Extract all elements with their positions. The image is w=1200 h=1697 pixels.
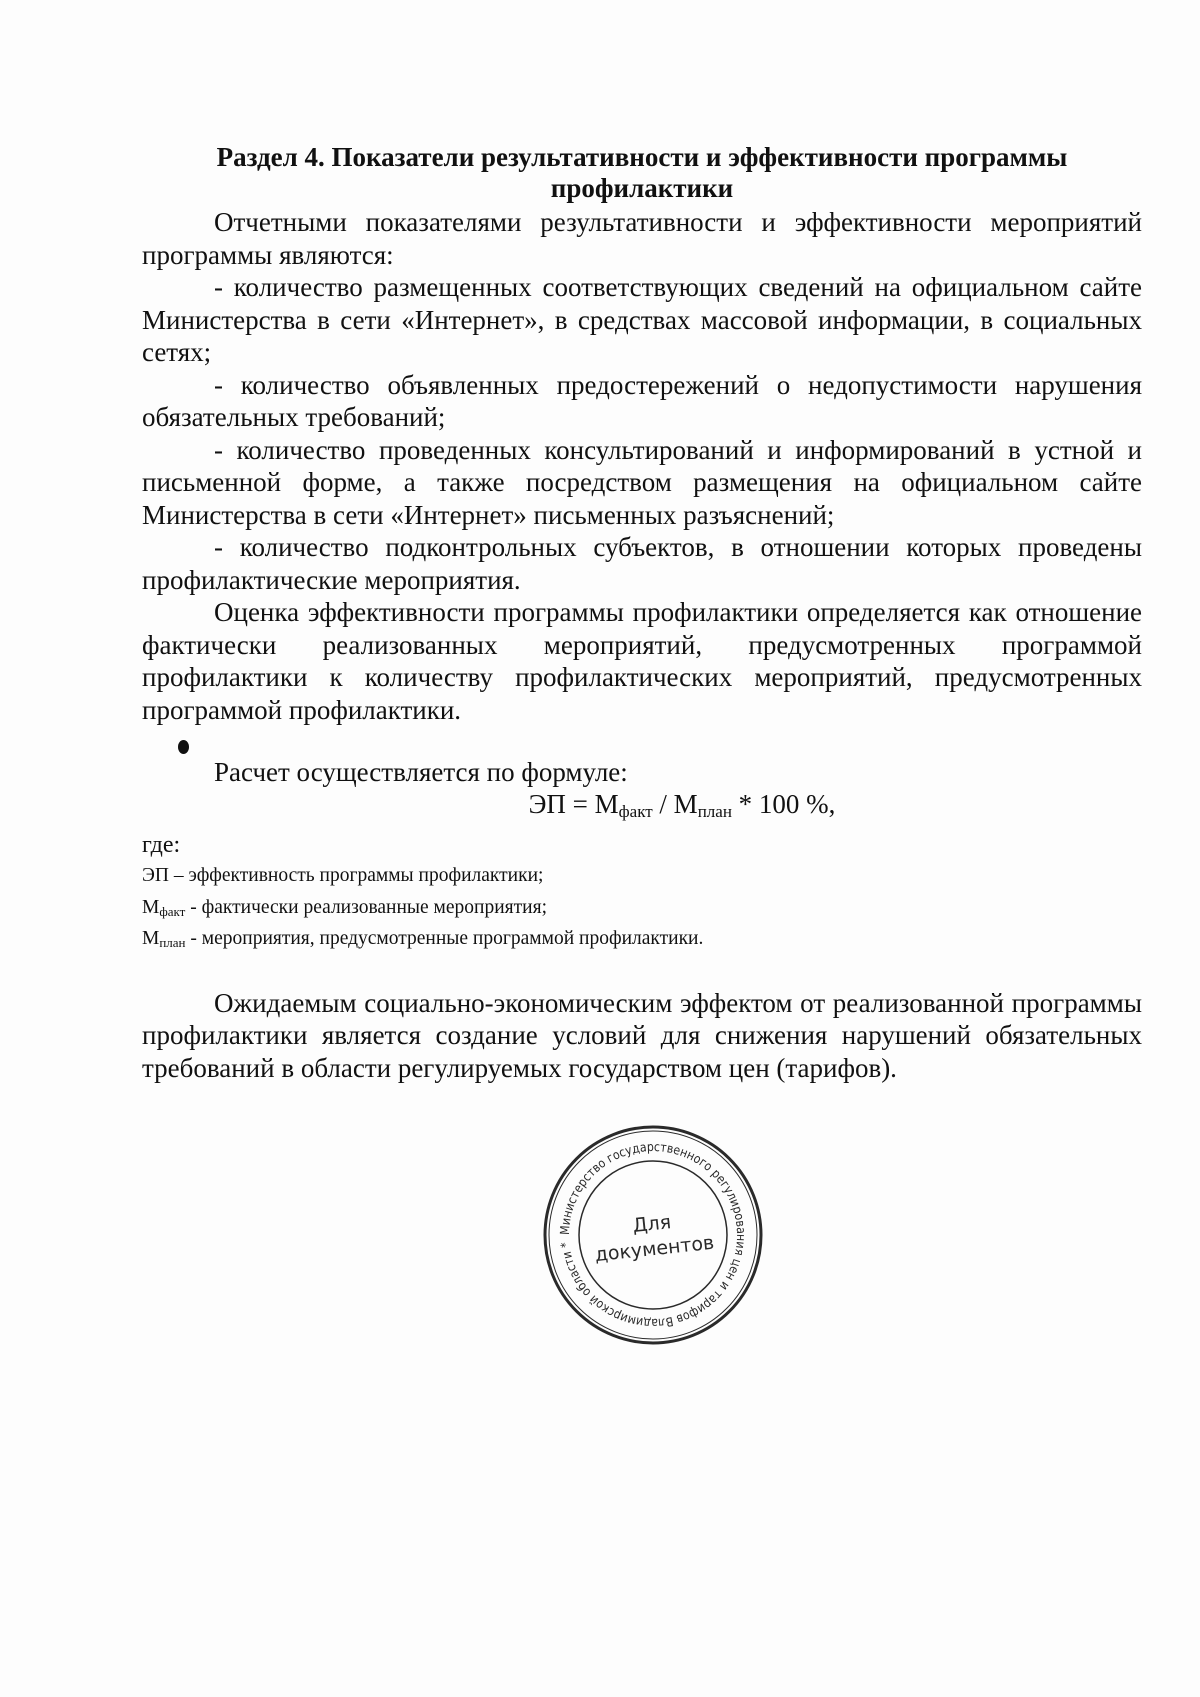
stamp-outer-ring-inner [549, 1131, 757, 1339]
stamp-seal-image [540, 1122, 766, 1348]
stamp-center [591, 1207, 715, 1266]
definition-symbol: М [142, 928, 160, 949]
formula-mid: / М [652, 789, 698, 819]
formula-rhs: * 100 %, [731, 789, 836, 819]
indicator-item-2: - количество объявленных предостережений о недопустимости нарушения обязательных требований; [142, 369, 1142, 432]
indicator-item-3: - количество проведенных консультирований и информирований в устной и письменной форме, а также посредством размещения на официальном сайте Министерства в сети «Интернет» письменных разъяснений; [142, 434, 1142, 530]
stamp-center-line1: Для [631, 1211, 673, 1238]
spacer [142, 957, 1142, 987]
formula-where: где: [142, 832, 181, 858]
official-stamp [540, 1122, 766, 1348]
ink-dot-mark [178, 740, 189, 754]
definition-m-plan [142, 925, 1142, 957]
definition-text: – эффективность программы профилактики; [168, 865, 544, 886]
definition-text: - мероприятия, предусмотренные программой профилактики. [185, 928, 704, 949]
formula [222, 788, 1142, 828]
definition-ep [142, 862, 1142, 894]
definition-text: - фактически реализованные мероприятия; [185, 896, 547, 918]
definition-m-fact [142, 894, 1142, 926]
indicator-item-1: - количество размещенных соответствующих сведений на официальном сайте Министерства в сети «Интернет», в средствах массовой информации, в социальных сетях; [142, 272, 1142, 367]
intro-paragraph: Отчетными показателями результативности и эффективности мероприятий программы являются: [142, 207, 1142, 270]
stamp-outer-ring [545, 1127, 761, 1343]
formula-sub-plan: план [697, 802, 732, 821]
stamp-center-line2: документов [593, 1231, 716, 1267]
closing-paragraph: Ожидаемым социально-экономическим эффектом от реализованной программы профилактики является создание условий для снижения нарушений обязательных требований в области регулируемых государством цен (тарифов). [142, 987, 1142, 1083]
formula-sub-fact: факт [618, 802, 653, 821]
definition-subscript: план [159, 935, 186, 950]
section-heading-line1: Раздел 4. Показатели результативности и эффективности программы [216, 142, 1068, 172]
formula-definitions [142, 862, 1142, 957]
formula-lhs: ЭП = М [528, 789, 619, 819]
section-heading-line2: профилактики [550, 173, 734, 203]
definition-subscript: факт [159, 903, 186, 919]
formula-intro: Расчет осуществляется по формуле: [214, 757, 628, 787]
stamp-ring-textpath: Министерство государственного регулирования цен и тарифов Владимирской области * [556, 1138, 750, 1332]
section-heading [142, 142, 1142, 204]
evaluation-paragraph: Оценка эффективности программы профилактики определяется как отношение фактически реализованных мероприятий, предусмотренных программой профилактики к количеству профилактических мероприятий, предусмотренных программой профилактики. [142, 597, 1142, 725]
document-content [142, 142, 1142, 1084]
definition-symbol: ЭП [142, 865, 169, 886]
indicator-item-4: - количество подконтрольных субъектов, в отношении которых проведены профилактические мероприятия. [142, 532, 1142, 595]
definition-symbol: М [142, 896, 160, 918]
